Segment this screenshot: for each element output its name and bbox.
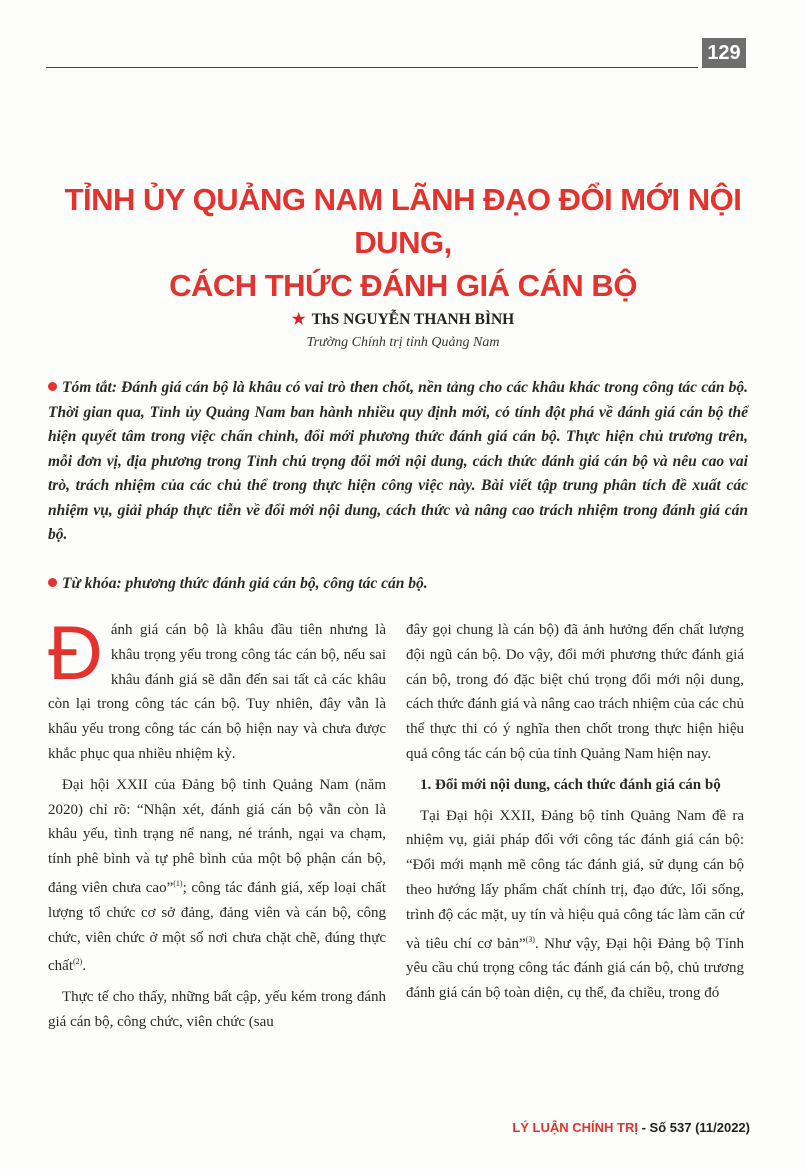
page-number: 129 [702,38,746,68]
title-line-2: CÁCH THỨC ĐÁNH GIÁ CÁN BỘ [169,268,637,303]
body-paragraph: Đánh giá cán bộ là khâu đầu tiên nhưng là khâu trọng yếu trong công tác cán bộ, nếu sai khâu đánh giá sẽ dẫn đến sai tất cả các khâu còn lại trong công tác cán bộ. Tuy nhiên, đây vẫn là khâu yếu trong công tác cán bộ hiện nay và chưa được khắc phục qua nhiều nhiệm kỳ. [48,611,386,762]
body-paragraph: Đại hội XXII của Đảng bộ tỉnh Quảng Nam (năm 2020) chỉ rõ: “Nhận xét, đánh giá cán bộ vẫn còn là khâu yếu, tình trạng nể nang, né tránh, ngại va chạm, tính phê bình và tự phê bình của một bộ phận cán bộ, đảng viên chưa cao”$^{(1)}$; công tác đánh giá, xếp loại chất lượng tổ chức cơ sở đảng, đảng viên và cán bộ, công chức, viên chức ở một số nơi chưa chặt chẽ, đúng thực chất$^{(2)}$. [48,776,386,975]
header-rule [46,67,698,68]
title-line-1: TỈNH ỦY QUẢNG NAM LÃNH ĐẠO ĐỔI MỚI NỘI DUNG, [64,182,742,260]
body-column-left [48,611,386,1041]
journal-name: LÝ LUẬN CHÍNH TRỊ [512,1120,638,1135]
section-heading: 1. Đổi mới nội dung, cách thức đánh giá cán bộ [420,776,721,793]
journal-footer [512,1120,750,1135]
star-icon: ★ [291,311,306,328]
bullet-dot-icon [48,382,57,391]
footnote-ref: (2) [72,957,83,967]
author-name: ThS NGUYỄN THANH BÌNH [311,311,515,328]
issue-info: - Số 537 (11/2022) [637,1120,750,1135]
bullet-dot-icon [48,578,57,587]
author-affiliation: Trường Chính trị tỉnh Quảng Nam [306,335,500,350]
footnote-ref: (3) [525,934,535,944]
keywords-text: Từ khóa: phương thức đánh giá cán bộ, công tác cán bộ. [62,575,428,592]
keywords [48,572,748,596]
author [0,310,806,329]
abstract-text: Tóm tắt: Đánh giá cán bộ là khâu có vai trò then chốt, nền tảng cho các khâu khác trong công tác cán bộ. Thời gian qua, Tỉnh ủy Quảng Nam ban hành nhiều quy định mới, có tính đột phá về đánh giá cán bộ thể hiện quyết tâm trong việc chấn chỉnh, đổi mới phương thức đánh giá cán bộ. Thực hiện chủ trương trên, mỗi đơn vị, địa phương trong Tỉnh chú trọng đổi mới nội dung, cách thức đánh giá cán bộ và nêu cao vai trò, trách nhiệm của các chủ thể trong thực hiện công việc này. Bài viết tập trung phân tích đề xuất các nhiệm vụ, giải pháp thực tiễn về đổi mới nội dung, cách thức và nâng cao trách nhiệm trong đánh giá cán bộ. [48,379,748,543]
body-paragraph: Tại Đại hội XXII, Đảng bộ tỉnh Quảng Nam đề ra nhiệm vụ, giải pháp đối với công tác đánh giá cán bộ: “Đổi mới mạnh mẽ công tác đánh giá, sử dụng cán bộ theo hướng lấy phẩm chất chính trị, đạo đức, lối sống, trình độ các mặt, uy tín và hiệu quả công tác làm căn cứ và tiêu chí cơ bản”$^{(3)}$. Như vậy, Đại hội Đảng bộ Tỉnh yêu cầu chú trọng công tác đánh giá cán bộ, chủ trương đánh giá cán bộ toàn diện, cụ thể, đa chiều, trong đó [406,807,744,1002]
drop-cap: Đ [48,611,103,696]
abstract [48,376,748,548]
body-paragraph: đây gọi chung là cán bộ) đã ảnh hưởng đến chất lượng đội ngũ cán bộ. Do vậy, đổi mới phương thức đánh giá cán bộ, trong đó đặc biệt chú trọng đổi mới nội dung, cách thức đánh giá và nâng cao trách nhiệm của các chủ thể thực thi có ý nghĩa then chốt trong thực hiện hiệu quả công tác cán bộ của tỉnh Quảng Nam hiện nay. [406,622,744,762]
footnote-ref: (1) [173,878,183,888]
body-paragraph: Thực tế cho thấy, những bất cập, yếu kém trong đánh giá cán bộ, công chức, viên chức (sau [48,989,386,1030]
article-title [40,178,766,307]
body-column-right [406,618,744,1012]
